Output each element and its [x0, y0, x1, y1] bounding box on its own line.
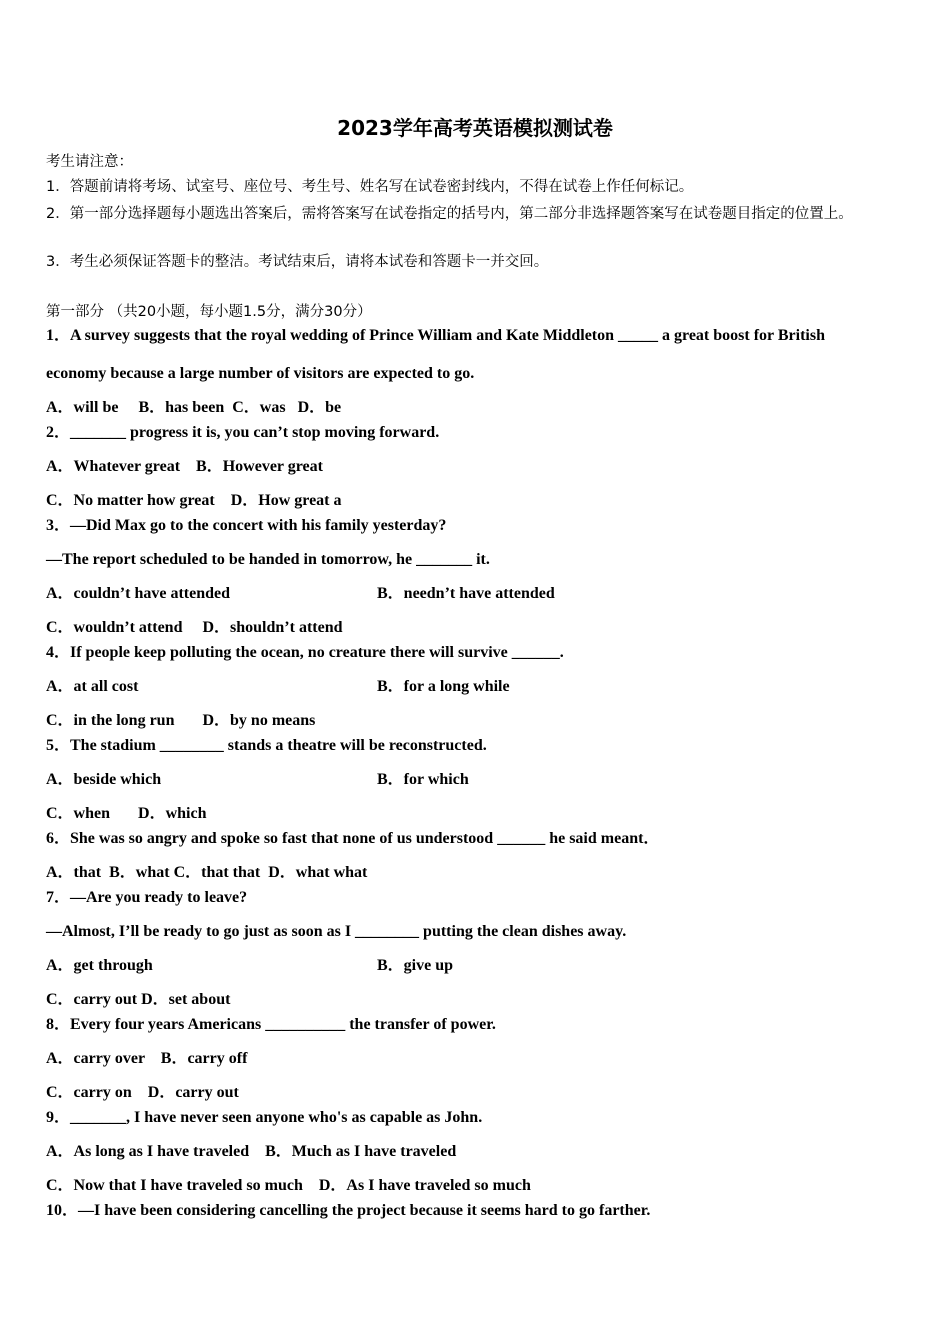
question-9-stem: 9．_______, I have never seen anyone who's as capable as John.: [46, 1109, 483, 1126]
question-2-options-cd: C．No matter how great D．How great a: [46, 492, 342, 509]
question-2-options-ab: A．Whatever great B．However great: [46, 458, 323, 475]
question-4-options-cd: C．in the long run D．by no means: [46, 712, 316, 729]
section-heading: 第一部分 （共20小题，每小题1.5分，满分30分）: [46, 304, 372, 320]
question-4-option-b: B．for a long while: [377, 678, 510, 695]
question-9-options-ab: A．As long as I have traveled B．Much as I have traveled: [46, 1143, 457, 1160]
question-3-options-cd: C．wouldn’t attend D．shouldn’t attend: [46, 619, 343, 636]
question-9-options-cd: C．Now that I have traveled so much D．As I have traveled so much: [46, 1177, 531, 1194]
question-8-options-ab: A．carry over B．carry off: [46, 1050, 248, 1067]
notice-item-3: 3．考生必须保证答题卡的整洁。考试结束后，请将本试卷和答题卡一并交回。: [46, 254, 549, 270]
question-6-options: A．that B．what C．that that D．what what: [46, 864, 368, 881]
question-3-option-b: B．needn’t have attended: [377, 585, 555, 602]
question-10-stem: 10．—I have been considering cancelling the project because it seems hard to go farther.: [46, 1202, 651, 1219]
question-7-stem-cont: —Almost, I’ll be ready to go just as soon as I ________ putting the clean dishes away.: [46, 923, 627, 940]
question-8-stem: 8．Every four years Americans __________ the transfer of power.: [46, 1016, 496, 1033]
question-4-option-a: A．at all cost: [46, 678, 139, 695]
question-4-stem: 4．If people keep polluting the ocean, no creature there will survive ______.: [46, 644, 564, 661]
question-1-options: A．will be B．has been C．was D．be: [46, 399, 342, 416]
page-title: 2023学年高考英语模拟测试卷: [337, 116, 613, 140]
question-3-stem-cont: —The report scheduled to be handed in tomorrow, he _______ it.: [46, 551, 490, 568]
question-5-option-a: A．beside which: [46, 771, 162, 788]
notice-item-2: 2．第一部分选择题每小题选出答案后，需将答案写在试卷指定的括号内，第二部分非选择题答案写在试卷题目指定的位置上。: [46, 206, 853, 222]
question-5-options-cd: C．when D．which: [46, 805, 207, 822]
question-3-stem: 3．—Did Max go to the concert with his family yesterday?: [46, 517, 447, 534]
question-7-option-b: B．give up: [377, 957, 454, 974]
question-7-stem: 7．—Are you ready to leave?: [46, 889, 248, 906]
notice-heading: 考生请注意：: [46, 154, 133, 170]
question-7-options-cd: C．carry out D．set about: [46, 991, 231, 1008]
question-5-option-b: B．for which: [377, 771, 469, 788]
question-6-stem: 6．She was so angry and spoke so fast that none of us understood ______ he said meant．: [46, 830, 660, 847]
notice-item-1: 1．答题前请将考场、试室号、座位号、考生号、姓名写在试卷密封线内，不得在试卷上作任何标记。: [46, 179, 694, 195]
question-1-stem-cont: economy because a large number of visitors are expected to go.: [46, 365, 475, 382]
question-5-stem: 5．The stadium ________ stands a theatre will be reconstructed.: [46, 737, 487, 754]
question-8-options-cd: C．carry on D．carry out: [46, 1084, 239, 1101]
question-3-option-a: A．couldn’t have attended: [46, 585, 231, 602]
question-1-stem: 1．A survey suggests that the royal wedding of Prince William and Kate Middleton _____ a great boost for British: [46, 327, 825, 344]
question-2-stem: 2．_______ progress it is, you can’t stop moving forward.: [46, 424, 440, 441]
question-7-option-a: A．get through: [46, 957, 153, 974]
